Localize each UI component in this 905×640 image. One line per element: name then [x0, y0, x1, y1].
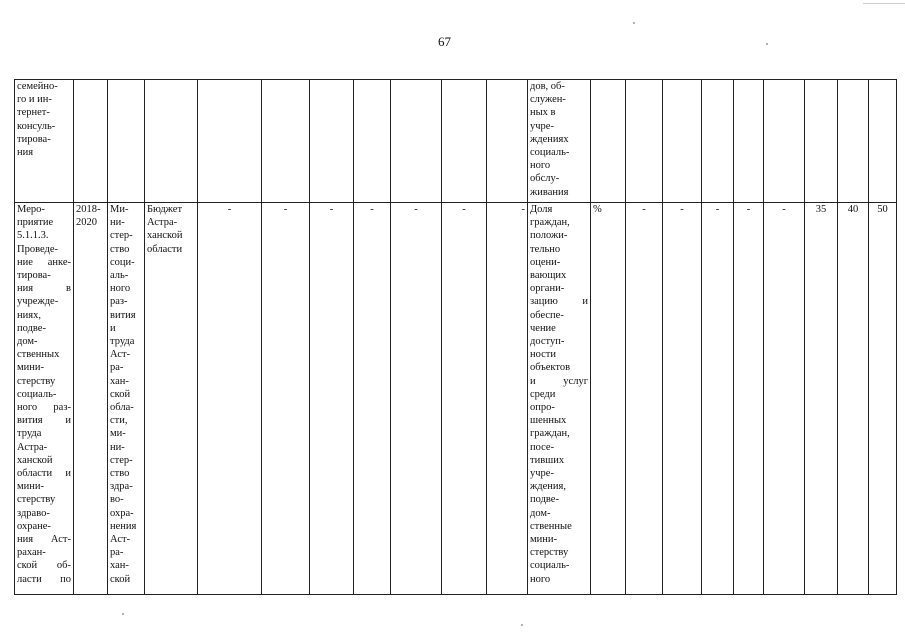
scan-speck — [766, 43, 768, 45]
indicator-cell: Доля граждан, положи- тельно оцени- вающих органи- зацию и обеспе- чение доступ- ности объектов и услуг среди опро- шенных граждан, посе- тивших учре- ждения, подве- дом- ственные мини- стерству социаль- ного — [528, 203, 591, 595]
empty-cell — [145, 80, 198, 203]
value-cell: - — [764, 203, 805, 595]
funding-cell: - — [310, 203, 354, 595]
page-number: 67 — [438, 34, 451, 49]
table-row-continuation — [15, 80, 897, 203]
empty-cell — [198, 80, 262, 203]
empty-cell — [74, 80, 108, 203]
scan-speck — [122, 613, 124, 615]
funding-cell: - — [487, 203, 528, 595]
funding-cell: - — [354, 203, 391, 595]
empty-cell — [734, 80, 764, 203]
indicator-continuation-cell: дов, об- служен- ных в учре- ждениях социаль- ного обслу- живания — [528, 80, 591, 203]
value-cell: - — [734, 203, 764, 595]
years-cell: 2018- 2020 — [74, 203, 108, 595]
funding-cell: - — [262, 203, 310, 595]
funding-cell: - — [442, 203, 487, 595]
scan-artifact-line — [863, 3, 905, 4]
funding-cell: - — [198, 203, 262, 595]
activity-continuation-cell: семейно- го и ин- тернет- консуль- тирова- ния — [15, 80, 74, 203]
scan-speck — [521, 624, 523, 626]
empty-cell — [838, 80, 869, 203]
empty-cell — [869, 80, 897, 203]
empty-cell — [702, 80, 734, 203]
unit-cell: % — [591, 203, 626, 595]
empty-cell — [764, 80, 805, 203]
funding-source-cell: Бюджет Астра- ханской области — [145, 203, 198, 595]
program-table — [14, 79, 897, 595]
executor-cell: Ми- ни- стер- ство соци- аль- ного раз- вития и труда Аст- ра- хан- ской обла- сти, ми- ни- стер- ство здра- во- охра- нения Аст- ра- хан- ской — [108, 203, 145, 595]
scan-speck — [633, 22, 635, 24]
funding-cell: - — [391, 203, 442, 595]
empty-cell — [805, 80, 838, 203]
empty-cell — [626, 80, 663, 203]
activity-cell: Меро- приятие 5.1.1.3. Проведе- ние анке- тирова- ния в учрежде- ниях, подве- дом- ственных мини- стерству социаль- ного раз- вития и труда Астра- ханской области и мини- стерству здраво- охране- ния Аст- рахан- ской об- ласти по — [15, 203, 74, 595]
empty-cell — [108, 80, 145, 203]
value-cell: 35 — [805, 203, 838, 595]
value-cell: - — [663, 203, 702, 595]
table-row-activity-5-1-1-3 — [15, 203, 897, 595]
empty-cell — [591, 80, 626, 203]
empty-cell — [442, 80, 487, 203]
empty-cell — [663, 80, 702, 203]
value-cell: - — [702, 203, 734, 595]
empty-cell — [391, 80, 442, 203]
empty-cell — [487, 80, 528, 203]
empty-cell — [354, 80, 391, 203]
empty-cell — [310, 80, 354, 203]
value-cell: - — [626, 203, 663, 595]
value-cell: 40 — [838, 203, 869, 595]
value-cell: 50 — [869, 203, 897, 595]
empty-cell — [262, 80, 310, 203]
